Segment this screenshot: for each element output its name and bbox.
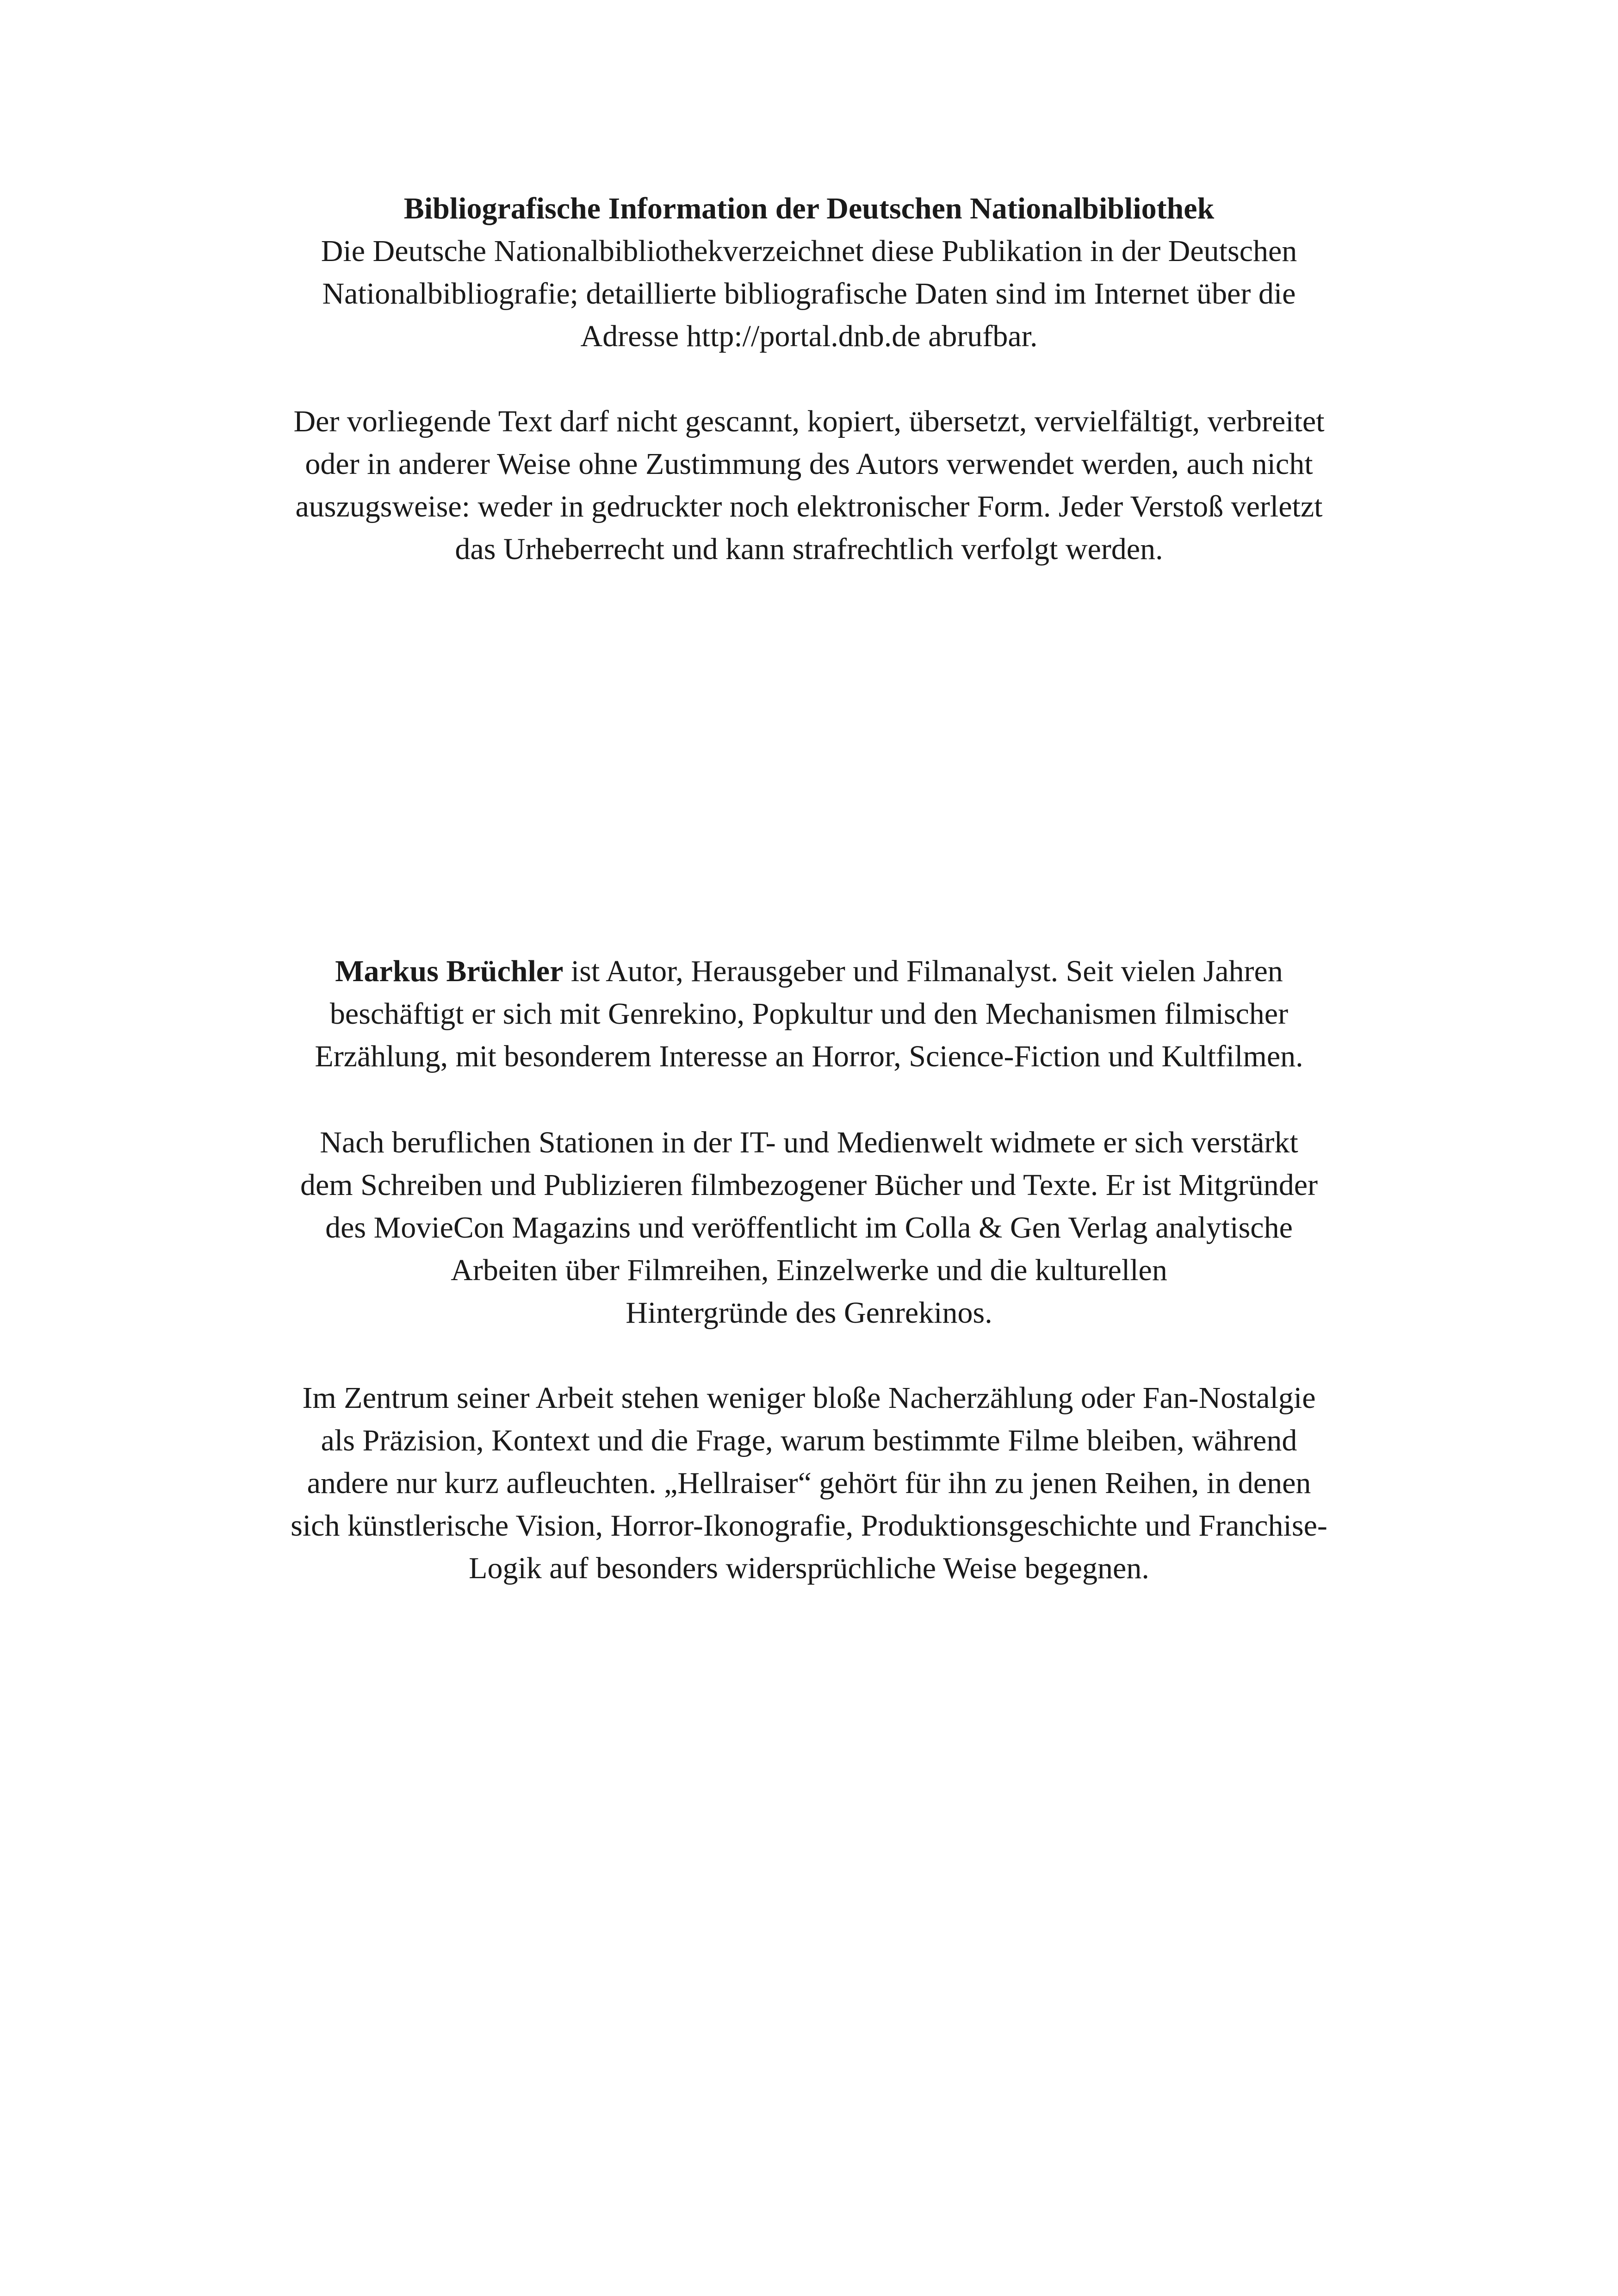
copyright-line: oder in anderer Weise ohne Zustimmung des Autors verwendet werden, auch nicht (305, 447, 1313, 481)
focus-line: als Präzision, Kontext und die Frage, warum bestimmte Filme bleiben, während (321, 1424, 1297, 1457)
copyright-line: auszugsweise: weder in gedruckter noch elektronischer Form. Jeder Verstoß verletzt (295, 490, 1323, 523)
career-line: Nach beruflichen Stationen in der IT- und Medienwelt widmete er sich verstärkt (320, 1126, 1298, 1159)
author-bio-line: Erzählung, mit besonderem Interesse an Horror, Science-Fiction und Kultfilmen. (315, 1039, 1303, 1073)
focus-line: andere nur kurz aufleuchten. „Hellraiser“ gehört für ihn zu jenen Reihen, in denen (307, 1466, 1311, 1500)
career-line: des MovieCon Magazins und veröffentlicht im Colla & Gen Verlag analytische (325, 1211, 1293, 1244)
focus-line: Logik auf besonders widersprüchliche Weise begegnen. (469, 1551, 1149, 1585)
cip-line: Die Deutsche Nationalbibliothekverzeichnet diese Publikation in der Deutschen (321, 234, 1297, 268)
cip-heading: Bibliografische Information der Deutschen Nationalbibliothek (403, 192, 1215, 225)
author-bio (0, 950, 1618, 1078)
focus-paragraph (0, 1377, 1618, 1590)
focus-line: sich künstlerische Vision, Horror-Ikonografie, Produktionsgeschichte und Franchise- (291, 1509, 1327, 1543)
career-paragraph (0, 1121, 1618, 1334)
author-bio-first-line (0, 950, 1618, 993)
cip-line: Adresse http://portal.dnb.de abrufbar. (580, 319, 1038, 353)
author-bio-text: ist Autor, Herausgeber und Filmanalyst. Seit vielen Jahren (563, 954, 1283, 988)
copyright-notice (0, 400, 1618, 571)
copyright-line: Der vorliegende Text darf nicht gescannt, kopiert, übersetzt, vervielfältigt, verbreitet (293, 404, 1325, 438)
author-name: Markus Brüchler (335, 954, 564, 988)
copyright-line: das Urheberrecht und kann strafrechtlich verfolgt werden. (455, 532, 1163, 566)
career-line: Hintergründe des Genrekinos. (626, 1296, 992, 1330)
cip-line: Nationalbibliografie; detaillierte bibliografische Daten sind im Internet über die (322, 277, 1296, 311)
focus-line: Im Zentrum seiner Arbeit stehen weniger bloße Nacherzählung oder Fan-Nostalgie (302, 1381, 1316, 1415)
career-line: Arbeiten über Filmreihen, Einzelwerke und die kulturellen (451, 1253, 1167, 1287)
author-bio-line: beschäftigt er sich mit Genrekino, Popkultur und den Mechanismen filmischer (329, 997, 1289, 1031)
cip-notice (0, 187, 1618, 358)
career-line: dem Schreiben und Publizieren filmbezogener Bücher und Texte. Er ist Mitgründer (300, 1168, 1318, 1202)
